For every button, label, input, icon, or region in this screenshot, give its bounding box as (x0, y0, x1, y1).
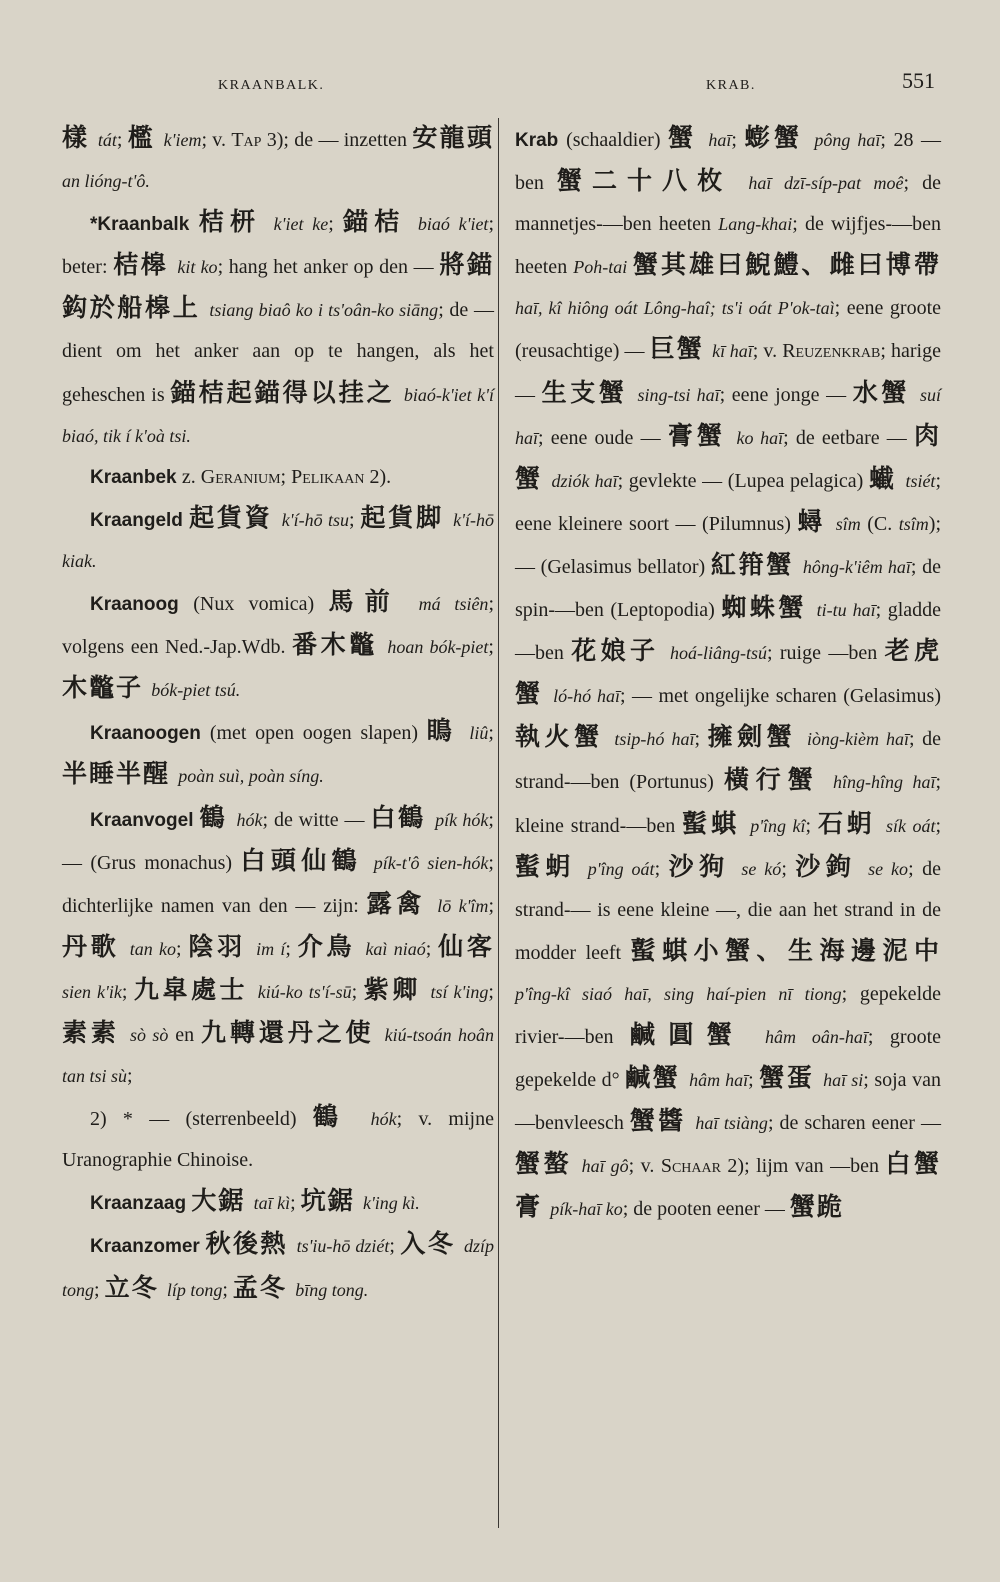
chinese-characters: 水蟹 (852, 379, 920, 407)
definition-text: ; de strand-— is eene kleine —, die aan het strand in de modder leeft (515, 857, 941, 964)
romanization: tsí k'ing (430, 981, 489, 1002)
romanization: pík hók (435, 809, 489, 830)
header-right-headword: KRAB. (706, 78, 756, 93)
romanization: má tsiên (418, 594, 489, 615)
romanization: kī haī (712, 341, 753, 362)
headword: Kraanoog (90, 594, 194, 616)
romanization: sò sò (129, 1024, 169, 1045)
definition-text: ; (425, 937, 439, 960)
romanization: ts'iu-hō dziét (296, 1236, 390, 1257)
chinese-characters: 介鳥 (297, 933, 366, 961)
chinese-characters: 鶴 (199, 804, 237, 832)
definition-text: 3); de — inzetten (261, 129, 413, 151)
cross-reference: Schaar (660, 1155, 721, 1178)
dictionary-entry (62, 582, 494, 711)
chinese-characters: 番木鼈 (292, 632, 388, 660)
chinese-characters: 孟冬 (232, 1274, 296, 1302)
dictionary-entry (62, 1097, 494, 1181)
dictionary-entry (62, 1224, 494, 1310)
romanization: bók-piet tsú. (151, 680, 241, 701)
romanization: pík-t'ô sien-hók (373, 852, 489, 873)
chinese-characters: 仙客 (438, 933, 494, 961)
chinese-characters: 蟹螯 (515, 1151, 582, 1179)
chinese-characters: 入冬 (400, 1231, 464, 1259)
definition-text: ; v. mijne Uranographie Chinoise. (62, 1108, 494, 1172)
right-column (515, 118, 941, 1230)
romanization: k'ing kì. (362, 1193, 420, 1214)
romanization: Poh-tai (573, 257, 633, 278)
definition-text: ; de strand-—ben (Portunus) (515, 728, 941, 794)
definition-text: ; gevlekte — (Lupea pelagica) (617, 469, 869, 492)
definition-text: ; eene jonge — (719, 383, 853, 406)
definition-text: ; (127, 1065, 133, 1088)
definition-text: ; (222, 1278, 233, 1301)
chinese-characters: 九轉還丹之使 (201, 1019, 385, 1047)
definition-text: (Nux vomica) (193, 593, 329, 616)
romanization: líp tong (166, 1279, 223, 1300)
column-divider (498, 118, 499, 1528)
chinese-characters: 鹹圓蟹 (629, 1021, 765, 1049)
header-left-headword: KRAANBALK. (218, 78, 325, 93)
definition-text: 2). (364, 465, 392, 488)
definition-text: ; (748, 1069, 760, 1092)
definition-text: ; de scharen eener — (767, 1112, 941, 1135)
definition-text: ; (280, 465, 292, 488)
chinese-characters: 巨蟹 (649, 336, 713, 364)
definition-text: ; v. (201, 129, 232, 151)
chinese-characters: 蟹其雄曰鯢鱧、雌曰博帶 (632, 252, 941, 280)
definition-text: (met open oogen slapen) (209, 722, 427, 745)
chinese-characters: 素素 (62, 1019, 130, 1047)
romanization: haī (708, 130, 732, 150)
romanization: dzíp tong (62, 1236, 494, 1300)
romanization: se ko (868, 858, 909, 879)
headword: Krab (515, 130, 567, 151)
definition-text: ; (176, 937, 189, 960)
romanization: bīng tong. (295, 1279, 369, 1300)
romanization: tát (97, 130, 117, 150)
romanization: haī gô (581, 1156, 629, 1177)
definition-text: ; de witte — (262, 808, 371, 831)
definition-text: ; eene oude — (538, 426, 668, 449)
definition-text: ; (935, 814, 942, 837)
chinese-characters: 石蚏 (817, 810, 887, 838)
romanization: sing-tsi haī (637, 384, 720, 405)
chinese-characters: 露禽 (366, 890, 438, 918)
definition-text: ; de — dient om het anker aan op te hangen, als het geheschen is (62, 299, 494, 406)
chinese-characters: 蟛蟹 (744, 125, 815, 152)
definition-text: ; (349, 508, 361, 531)
romanization: biaó k'iet (417, 214, 489, 235)
dictionary-entry (62, 498, 494, 582)
chinese-characters: 瞗 (426, 718, 470, 746)
definition-text: ; hang het anker op den — (217, 256, 440, 279)
chinese-characters: 起貨脚 (360, 504, 454, 532)
headword: Kraanzaag (90, 1193, 192, 1215)
chinese-characters: 起貨資 (189, 504, 282, 532)
left-column (62, 118, 494, 1311)
running-header (0, 66, 1000, 96)
definition-text: ; soja van —benvleesch (515, 1069, 941, 1135)
romanization: ko haī (736, 427, 784, 448)
chinese-characters: 馬前 (328, 589, 419, 617)
romanization: dziók haī (551, 470, 618, 491)
romanization: hâm haī (689, 1070, 749, 1091)
chinese-characters: 紫卿 (363, 976, 431, 1004)
definition-text: ; eene kleinere soort — (Pilumnus) (515, 469, 941, 535)
headword: Kraanvogel (90, 809, 200, 831)
headword: Kraanzomer (90, 1236, 206, 1258)
definition-text: ; v. (752, 340, 783, 363)
definition-text: ; (389, 1235, 401, 1258)
chinese-characters: 蠘 (868, 465, 906, 493)
definition-text: ; v. (628, 1155, 661, 1178)
chinese-characters: 生支蟹 (541, 379, 638, 407)
chinese-characters: 白蟹膏 (515, 1151, 941, 1222)
dictionary-entry (62, 457, 494, 498)
definition-text: ; (328, 213, 343, 236)
romanization: kiú-ko ts'í-sū (257, 981, 352, 1002)
chinese-characters: 木鼈子 (62, 675, 152, 703)
definition-text: ); — (Gelasimus bellator) (515, 512, 941, 578)
definition-text: ; 28 —ben (515, 129, 941, 195)
chinese-characters: 紅箝蟹 (710, 551, 803, 579)
definition-text: ; (121, 980, 134, 1003)
definition-text: ; (488, 980, 494, 1003)
headword: Kraangeld (90, 509, 190, 531)
romanization: ti-tu haī (816, 600, 876, 621)
dictionary-entry (62, 1181, 494, 1224)
definition-text: ; (94, 1278, 105, 1301)
romanization: k'í-hō kiak. (62, 509, 494, 571)
romanization: haī dzī-síp-pat moê (748, 173, 904, 194)
chinese-characters: 橫行蟹 (723, 767, 833, 795)
romanization: Lang-khai (718, 214, 793, 235)
romanization: suí haī (515, 384, 941, 448)
romanization: hoan bók-piet (387, 637, 489, 658)
romanization: p'îng-kî siaó haī, sing haí-pien nī tiong (515, 983, 842, 1004)
headword: Kraanbek (90, 466, 182, 488)
chinese-characters: 立冬 (104, 1274, 167, 1302)
chinese-characters: 蟹醬 (629, 1108, 696, 1136)
romanization: hîng-hîng haī (832, 772, 936, 793)
romanization: kaì niaó (365, 938, 426, 959)
chinese-characters: 安龍頭 (412, 125, 494, 152)
chinese-characters: 桔槔 (113, 252, 178, 280)
chinese-characters: 白鶴 (370, 804, 436, 832)
romanization: p'îng oát (587, 858, 655, 879)
chinese-characters: 鶴 (312, 1104, 371, 1132)
chinese-characters: 執火蟹 (515, 724, 615, 752)
romanization: k'iem (163, 130, 202, 150)
definition-text: ; — (Grus monachus) (62, 808, 494, 874)
definition-text: ; eene groote (reusachtige) — (515, 297, 942, 363)
definition-text: ; (290, 1192, 301, 1215)
chinese-characters: 白頭仙鶴 (240, 847, 374, 875)
chinese-characters: 半睡半醒 (62, 761, 179, 789)
romanization: hâm oân-haī (764, 1026, 868, 1047)
cross-reference: Reuzenkrab (782, 340, 881, 363)
chinese-characters: 丹歌 (62, 933, 130, 961)
romanization: tsîm (898, 513, 929, 534)
definition-text: ; de wijfjes-—ben heeten (515, 213, 941, 279)
headword: Kraanoogen (90, 723, 210, 745)
definition-text: (C. (860, 512, 899, 535)
definition-text: (schaaldier) (566, 129, 669, 151)
definition-text: ; dichterlijke namen van den — zijn: (62, 851, 494, 917)
definition-text: ; (781, 857, 796, 880)
dictionary-entry (62, 711, 494, 797)
chinese-characters: 蟳 (797, 508, 836, 536)
chinese-characters: 膏蟹 (667, 422, 737, 450)
chinese-characters: 鹹蟹 (625, 1065, 690, 1093)
definition-text: ; beter: (62, 213, 494, 279)
romanization: iòng-kièm haī (807, 729, 910, 750)
romanization: im í (256, 938, 286, 959)
romanization: sîm (835, 513, 861, 534)
romanization: sien k'ik (62, 981, 122, 1002)
chinese-characters: 蟚蜞 (682, 810, 751, 838)
chinese-characters: 九皐處士 (133, 976, 258, 1004)
dictionary-entry (62, 202, 494, 457)
romanization: hông-k'iêm haī (802, 556, 911, 577)
romanization: pík-haī ko (550, 1199, 623, 1220)
chinese-characters: 樣 (62, 125, 98, 152)
romanization: kiú-tsoán hoân tan tsi sù (62, 1024, 494, 1087)
romanization: hók (370, 1109, 397, 1130)
cross-reference: Tap (231, 129, 262, 151)
chinese-characters: 蟹二十八枚 (556, 168, 749, 196)
dictionary-entry (515, 118, 941, 1230)
chinese-characters: 老虎蟹 (515, 638, 941, 709)
chinese-characters: 花娘子 (571, 638, 670, 666)
definition-text: ; (654, 857, 669, 880)
definition-text: ; ruige —ben (766, 642, 885, 665)
dictionary-entry (62, 118, 494, 202)
romanization: liû (469, 723, 489, 744)
definition-text: ; (488, 636, 494, 659)
chinese-characters: 錨桔 (342, 209, 418, 237)
chinese-characters: 大鋸 (191, 1188, 254, 1216)
definition-text: ; gladde —ben (515, 599, 942, 665)
romanization: tsip-hó haī (614, 729, 695, 750)
romanization: haī si (823, 1070, 864, 1091)
definition-text: ; (351, 980, 364, 1003)
definition-text: ; (285, 937, 298, 960)
definition-text: ; de pooten eener — (622, 1198, 790, 1221)
definition-text: ; de eetbare — (783, 426, 914, 449)
romanization: haī tsiàng (695, 1113, 768, 1134)
romanization: lō k'îm (437, 895, 489, 916)
definition-text: ; (116, 129, 128, 151)
romanization: biaó-k'iet k'í biaó, tik í k'oà tsi. (62, 384, 494, 446)
romanization: sík oát (886, 815, 936, 836)
definition-text: 2) * — (sterrenbeeld) (90, 1108, 313, 1131)
chinese-characters: 陰羽 (188, 933, 257, 961)
cross-reference: Geranium (200, 465, 281, 488)
romanization: hoá-liâng-tsú (669, 643, 767, 664)
definition-text: ; gepekelde rivier-—ben (515, 982, 941, 1048)
romanization: se kó (741, 858, 782, 879)
definition-text: ; (694, 728, 708, 751)
headword: *Kraanbalk (90, 214, 199, 236)
definition-text: ; — met ongelijke scharen (Gelasimus) (620, 685, 941, 708)
romanization: pông haī (814, 130, 881, 150)
definition-text: ; kleine strand-—ben (515, 771, 942, 837)
definition-text: ; (488, 722, 494, 745)
chinese-characters: 肉蟹 (515, 422, 941, 493)
definition-text: ; (731, 129, 745, 151)
definition-text: 2); lijm van —ben (720, 1155, 886, 1178)
chinese-characters: 坑鋸 (300, 1188, 363, 1216)
chinese-characters: 蟹跪 (789, 1194, 844, 1222)
chinese-characters: 將錨鈎於船槔上 (62, 252, 494, 323)
romanization: ló-hó haī (553, 686, 621, 707)
romanization: kit ko (177, 257, 218, 278)
chinese-characters: 秋後熱 (205, 1231, 297, 1259)
definition-text: ; harige — (515, 340, 941, 406)
chinese-characters: 蟹 (668, 125, 709, 152)
definition-text: en (168, 1023, 202, 1046)
chinese-characters: 錨桔起錨得以挂之 (170, 379, 404, 407)
chinese-characters: 蟚蚏 (515, 853, 588, 881)
chinese-characters: 沙狗 (668, 853, 742, 881)
page-number: 551 (902, 68, 935, 93)
cross-reference: Pelikaan (291, 465, 365, 488)
definition-text: ; de mannetjes-—ben heeten (515, 172, 941, 236)
definition-text: ; (488, 894, 494, 917)
romanization: poàn suì, poàn síng. (178, 766, 324, 787)
romanization: haī, kî hiông oát Lông-haî; ts'i oát P'ok-taì (515, 298, 835, 319)
dictionary-entry (62, 798, 494, 1098)
romanization: tsiét (905, 470, 936, 491)
chinese-characters: 蟹蛋 (759, 1065, 824, 1093)
romanization: taī kì (253, 1193, 291, 1214)
definition-text: z. (181, 465, 201, 488)
romanization: an lióng-t'ô. (62, 171, 150, 192)
definition-text: ; (805, 814, 818, 837)
romanization: k'iet ke (273, 214, 329, 235)
chinese-characters: 桔枅 (198, 209, 274, 237)
romanization: tan ko (129, 938, 176, 959)
chinese-characters: 沙鉤 (795, 853, 869, 881)
chinese-characters: 蜘蛛蟹 (721, 595, 817, 623)
definition-text: ; volgens een Ned.-Jap.Wdb. (62, 593, 494, 659)
romanization: k'í-hō tsu (281, 509, 349, 530)
definition-text: ; groote gepekelde d° (515, 1025, 942, 1092)
romanization: tsiang biaô ko i ts'oân-ko siāng (209, 300, 439, 321)
chinese-characters: 蟚蜞小蟹、生海邊泥中 (630, 937, 941, 965)
chinese-characters: 檻 (127, 125, 164, 152)
romanization: p'îng kî (750, 815, 806, 836)
definition-text: ; de spin-—ben (Leptopodia) (515, 555, 942, 622)
chinese-characters: 擁劍蟹 (707, 724, 807, 752)
romanization: hók (236, 809, 263, 830)
